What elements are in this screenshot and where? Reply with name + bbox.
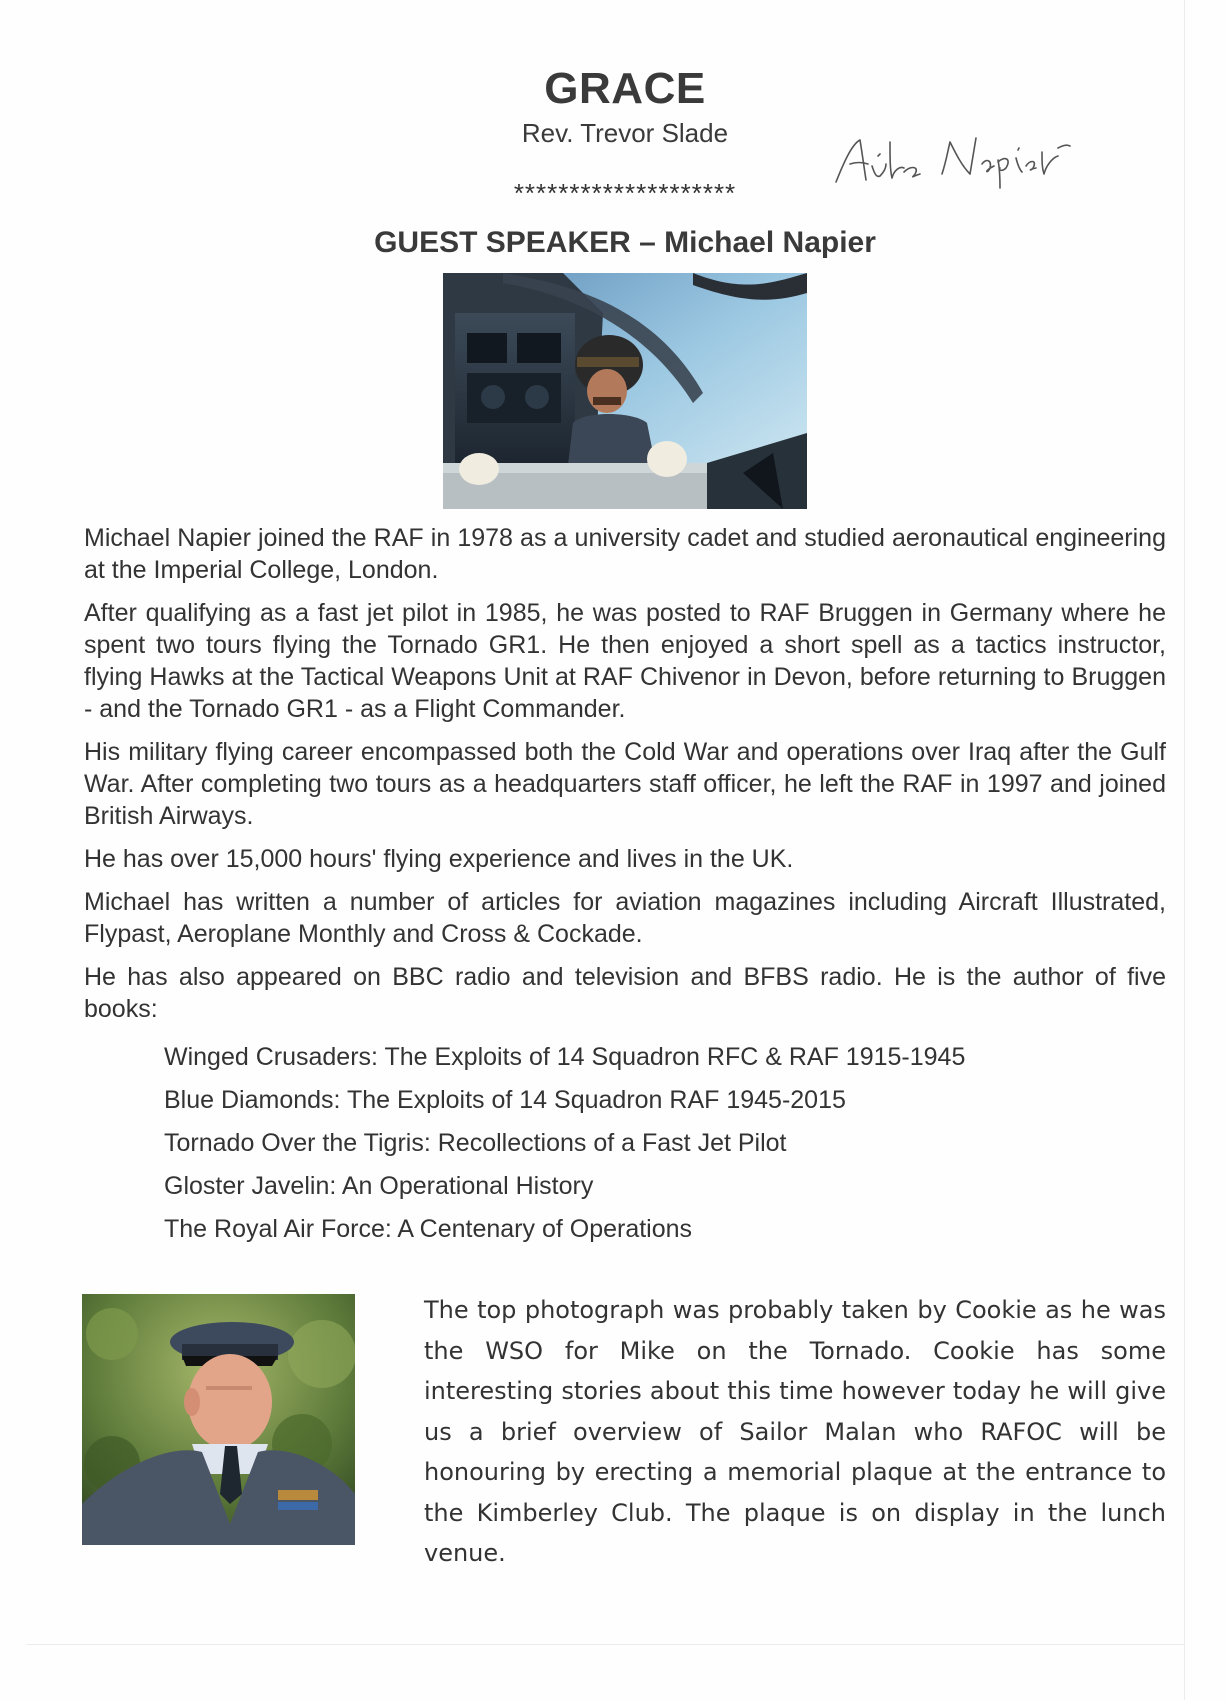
book-list <box>164 1041 1166 1245</box>
bio-paragraph: After qualifying as a fast jet pilot in 1985, he was posted to RAF Bruggen in Germany where he spent two tours flying the Tornado GR1. He then enjoyed a short spell as a tactics instructor, flying Hawks at the Tactical Weapons Unit at RAF Chivenor in Devon, before returning to Bruggen - and the Tornado GR1 - as a Flight Commander. <box>84 599 1166 723</box>
bio-paragraph: Michael Napier joined the RAF in 1978 as a university cadet and studied aeronautical engineering at the Imperial College, London. <box>84 524 1166 584</box>
cockpit-photo <box>443 273 807 509</box>
book-title: The Royal Air Force: A Centenary of Operations <box>164 1215 693 1243</box>
speaker-biography <box>84 522 1166 1256</box>
separator-line: ******************** <box>513 178 737 208</box>
book-title: Blue Diamonds: The Exploits of 14 Squadron RAF 1945-2015 <box>164 1086 846 1114</box>
bio-paragraph: He has over 15,000 hours' flying experience and lives in the UK. <box>84 845 794 873</box>
book-title: Tornado Over the Tigris: Recollections of a Fast Jet Pilot <box>164 1129 787 1157</box>
bio-paragraph: His military flying career encompassed both the Cold War and operations over Iraq after the Gulf War. After completing two tours as a headquarters staff officer, he left the RAF in 1997 and joined British Airways. <box>84 738 1166 830</box>
document-title: GRACE <box>544 64 706 113</box>
document-author: Rev. Trevor Slade <box>521 118 729 148</box>
guest-speaker-heading: GUEST SPEAKER – Michael Napier <box>374 226 876 259</box>
portrait-photo <box>82 1294 355 1545</box>
book-title: Gloster Javelin: An Operational History <box>164 1172 594 1200</box>
bio-paragraph: He has also appeared on BBC radio and television and BFBS radio. He is the author of five books: <box>84 963 1166 1023</box>
book-title: Winged Crusaders: The Exploits of 14 Squadron RFC & RAF 1915-1945 <box>164 1043 966 1071</box>
page-edge-bottom <box>26 1644 1185 1645</box>
bio-paragraph: Michael has written a number of articles for aviation magazines including Aircraft Illustrated, Flypast, Aeroplane Monthly and Cross & Cockade. <box>84 888 1166 948</box>
photo-caption: The top photograph was probably taken by Cookie as he was the WSO for Mike on the Tornado. Cookie has some interesting stories about this time however today he will give us a brief overview of Sailor Malan who RAFOC will be honouring by erecting a memorial plaque at the entrance to the Kimberley Club. The plaque is on display in the lunch venue. <box>424 1296 1166 1567</box>
handwritten-signature <box>830 122 1090 192</box>
